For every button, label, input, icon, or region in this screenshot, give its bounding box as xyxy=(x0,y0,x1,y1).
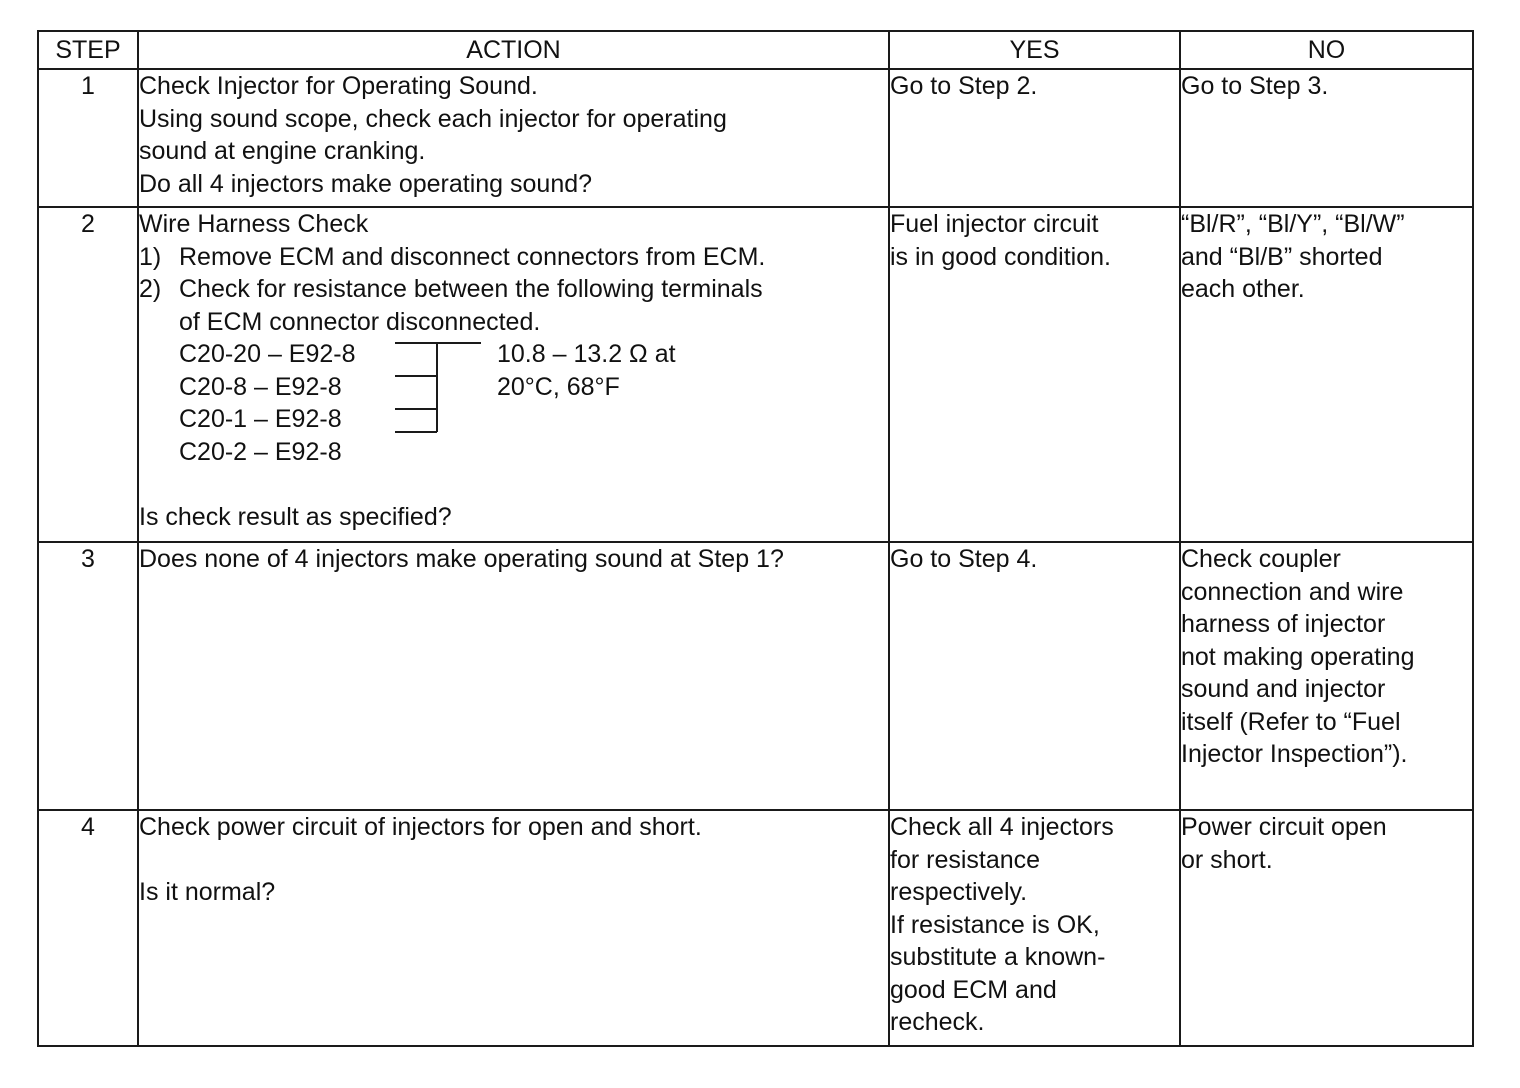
item-continuation: of ECM connector disconnected. xyxy=(179,307,541,336)
no-text: connection and wire xyxy=(1181,577,1404,606)
no-text: Power circuit open xyxy=(1181,813,1387,841)
action-item xyxy=(139,241,888,274)
item-number: 1) xyxy=(139,242,162,271)
item-text: Check for resistance between the following terminals xyxy=(179,275,763,303)
yes-text: Go to Step 2. xyxy=(890,72,1038,100)
action-line: sound at engine cranking. xyxy=(139,137,426,165)
step-number: 1 xyxy=(38,69,138,207)
action-line: Check power circuit of injectors for open and short. xyxy=(139,813,702,841)
no-text: and “Bl/B” shorted xyxy=(1181,242,1383,271)
diagnostic-table xyxy=(37,30,1474,1047)
yes-text: substitute a known- xyxy=(890,943,1106,971)
yes-text: Go to Step 4. xyxy=(890,545,1038,573)
action-cell xyxy=(138,69,889,207)
table-row xyxy=(38,69,1473,207)
terminal-list xyxy=(139,338,888,468)
yes-cell xyxy=(889,810,1180,1046)
action-line: Do all 4 injectors make operating sound? xyxy=(139,169,593,198)
action-cell xyxy=(138,810,889,1046)
no-text: each other. xyxy=(1181,275,1305,303)
header-row xyxy=(38,31,1473,69)
item-text: Remove ECM and disconnect connectors from ECM. xyxy=(179,242,766,271)
no-text: Check coupler xyxy=(1181,545,1341,573)
table-row xyxy=(38,542,1473,810)
no-text: itself (Refer to “Fuel xyxy=(1181,707,1401,736)
yes-cell xyxy=(889,207,1180,542)
no-text: not making operating xyxy=(1181,642,1415,671)
terminal-pair: C20-2 – E92-8 xyxy=(179,437,342,466)
no-text: or short. xyxy=(1181,845,1273,874)
no-text: “Bl/R”, “Bl/Y”, “Bl/W” xyxy=(1181,210,1405,238)
action-line: Check Injector for Operating Sound. xyxy=(139,72,538,100)
header-step: STEP xyxy=(38,31,138,69)
yes-text: for resistance xyxy=(890,845,1041,874)
no-text: sound and injector xyxy=(1181,675,1386,703)
yes-text: Check all 4 injectors xyxy=(890,813,1114,841)
no-cell xyxy=(1180,810,1473,1046)
terminal-pair: C20-20 – E92-8 xyxy=(179,340,356,368)
no-cell xyxy=(1180,69,1473,207)
spec-line: 20°C, 68°F xyxy=(497,372,620,401)
no-text: Go to Step 3. xyxy=(1181,72,1329,100)
yes-text: is in good condition. xyxy=(890,242,1111,271)
action-cell xyxy=(138,207,889,542)
step-number: 2 xyxy=(38,207,138,542)
header-action: ACTION xyxy=(138,31,889,69)
yes-text: Fuel injector circuit xyxy=(890,210,1099,238)
yes-text: good ECM and xyxy=(890,975,1057,1004)
step-number: 3 xyxy=(38,542,138,810)
header-no: NO xyxy=(1180,31,1473,69)
yes-text: If resistance is OK, xyxy=(890,910,1100,939)
action-title: Wire Harness Check xyxy=(139,210,369,238)
terminal-pair: C20-8 – E92-8 xyxy=(179,372,342,401)
header-yes: YES xyxy=(889,31,1180,69)
action-line: Using sound scope, check each injector for operating xyxy=(139,104,727,133)
action-question: Is it normal? xyxy=(139,878,276,906)
table-row xyxy=(38,207,1473,542)
table-row xyxy=(38,810,1473,1046)
yes-cell xyxy=(889,542,1180,810)
action-cell xyxy=(138,542,889,810)
item-number: 2) xyxy=(139,275,162,303)
resistance-spec xyxy=(497,338,676,403)
action-question: Is check result as specified? xyxy=(139,502,452,531)
spec-line: 10.8 – 13.2 Ω at xyxy=(497,340,676,368)
no-cell xyxy=(1180,542,1473,810)
yes-text: respectively. xyxy=(890,878,1028,906)
action-line: Does none of 4 injectors make operating sound at Step 1? xyxy=(139,545,784,573)
yes-cell xyxy=(889,69,1180,207)
no-text: harness of injector xyxy=(1181,610,1386,638)
yes-text: recheck. xyxy=(890,1008,985,1036)
no-text: Injector Inspection”). xyxy=(1181,740,1408,768)
terminal-pair: C20-1 – E92-8 xyxy=(179,405,342,433)
step-number: 4 xyxy=(38,810,138,1046)
action-item xyxy=(139,273,888,306)
no-cell xyxy=(1180,207,1473,542)
